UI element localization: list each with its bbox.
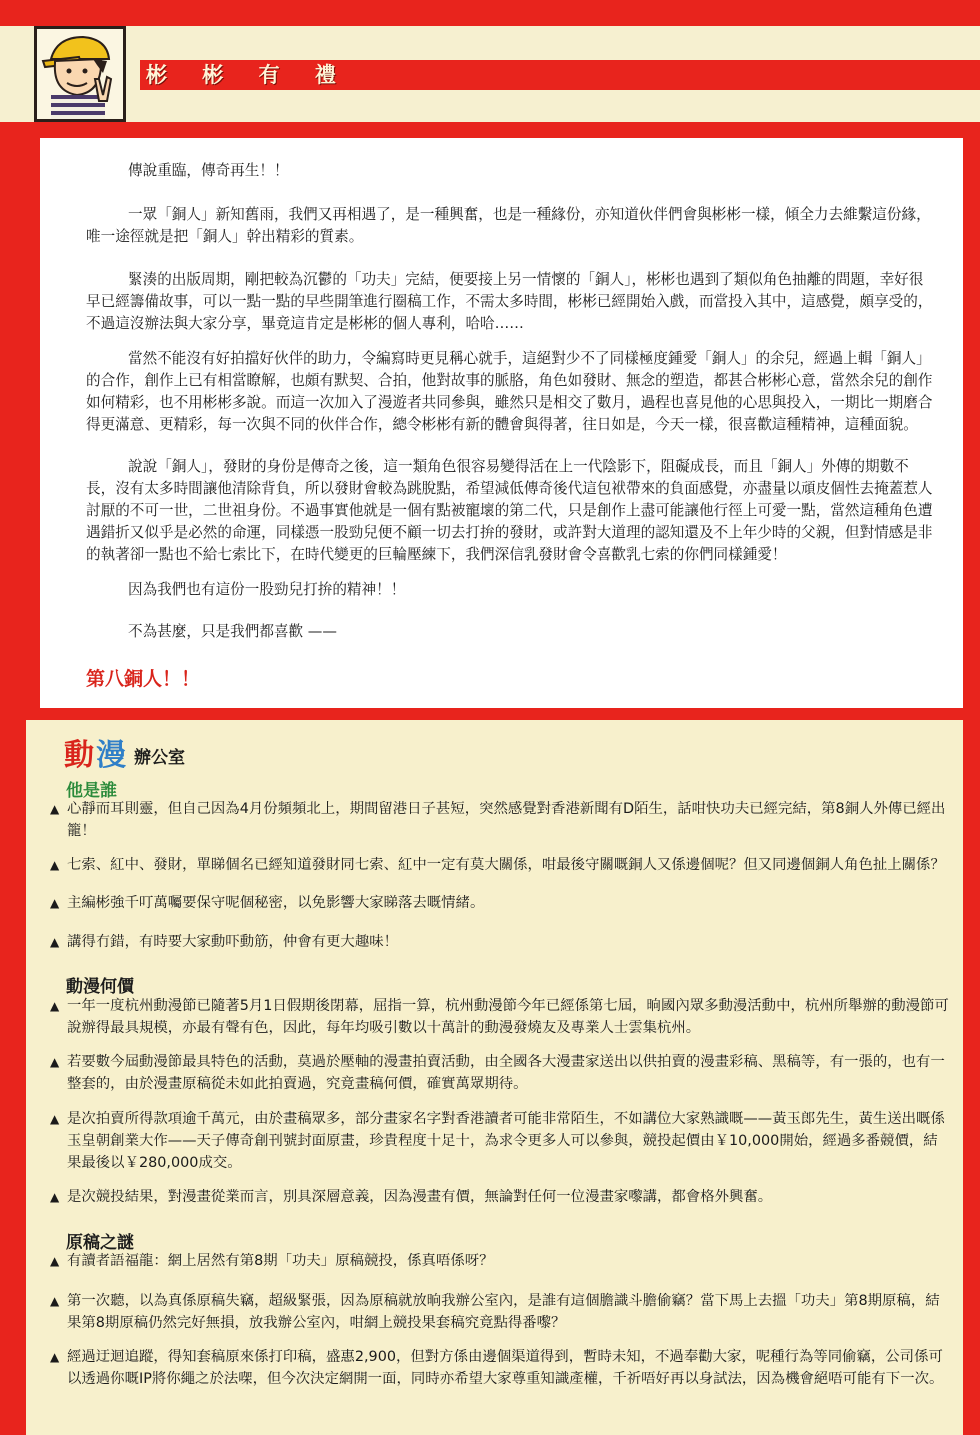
avatar [34, 26, 126, 122]
anime-office-panel [26, 720, 963, 1435]
triangle-bullet-icon: ▲ [50, 1112, 60, 1126]
triangle-bullet-icon: ▲ [50, 802, 60, 816]
triangle-bullet-icon: ▲ [50, 858, 60, 872]
triangle-bullet-icon: ▲ [50, 896, 60, 910]
list-item: ▲ 有讀者語福龍：網上居然有第8期「功夫」原稿競投，係真唔係呀？ [50, 1250, 950, 1272]
editorial-paragraph-1: 傳說重臨，傳奇再生！！ [128, 162, 289, 179]
list-item: ▲ 講得冇錯，有時要大家動吓動筋，仲會有更大趣味！ [50, 931, 950, 953]
section-title-price: 動漫何價 [66, 977, 134, 997]
editorial-paragraph-7: 不為甚麼，只是我們都喜歡 —— [128, 623, 337, 640]
logo-char-2: 漫 [96, 738, 126, 773]
editorial-paragraph-4: 當然不能沒有好拍擋好伙伴的助力，令編寫時更見稱心就手，這絕對少不了同樣極度鍾愛「銅人」的余兒，經過上輯「銅人」的合作，創作上已有相當瞭解，也頗有默契、合拍，他對故事的脈胳，角色如發財、無念的塑造，都甚合彬彬心意，當然余兒的創作如何精彩，也不用彬彬多說。而這一次加入了漫遊者共同參與，雖然只是相交了數月，過程也喜見他的心思與投入，一期比一期磨合得更滿意、更精彩，每一次與不同的伙伴合作，總令彬彬有新的體會與得著，往日如是，今天一樣，很喜歡這種精神，這種面貌。 [86, 350, 933, 433]
editorial-panel [40, 138, 963, 708]
page-title: 彬 彬 有 禮 [146, 63, 350, 87]
list-item: ▲ 第一次聽，以為真係原稿失竊，超級緊張，因為原稿就放晌我辦公室內，是誰有這個膽識斗膽偷竊？當下馬上去搵「功夫」第8期原稿，結果第8期原稿仍然完好無損，放我辦公室內，咁網上競投果套稿究竟點得番嚟？ [50, 1290, 950, 1334]
office-logo [64, 728, 185, 774]
list-item: ▲ 經過迂迴追蹤，得知套稿原來係打印稿，盛惠2,900，但對方係由邊個渠道得到，暫時未知，不過奉勸大家，呢種行為等同偷竊，公司係可以透過你嘅IP將你繩之於法㗎，但今次決定網開一面，同時亦希望大家尊重知識產權，千祈唔好再以身試法，因為機會絕唔可能有下一次。 [50, 1346, 950, 1390]
triangle-bullet-icon: ▲ [50, 1254, 60, 1268]
section-title-mystery: 原稿之謎 [66, 1233, 134, 1253]
list-item: ▲ 主編彬強千叮萬囑要保守呢個秘密，以免影響大家睇落去嘅情緒。 [50, 892, 950, 914]
logo-small-text: 辦公室 [134, 748, 185, 768]
list-item: ▲ 心靜而耳則靈，但自己因為4月份頻頻北上，期間留港日子甚短，突然感覺對香港新聞有D陌生，話咁快功夫已經完結，第8銅人外傳已經出籠！ [50, 798, 950, 842]
editorial-paragraph-6: 因為我們也有這份一股勁兒打拚的精神！！ [128, 581, 406, 598]
editorial-paragraph-3: 緊湊的出版周期，剛把較為沉鬱的「功夫」完結，便要接上另一情懷的「銅人」，彬彬也遇到了類似角色抽離的問題，幸好很早已經籌備故事，可以一點一點的早些開筆進行圈稿工作，不需太多時間，彬彬已經開始入戲，而當投入其中，這感覺，頗享受的，不過這沒辦法與大家分享，畢竟這肯定是彬彬的個人專利，哈哈…… [86, 271, 933, 332]
cartoon-boy-v-sign-icon [37, 29, 123, 119]
list-item: ▲ 是次拍賣所得款項逾千萬元，由於畫稿眾多，部分畫家名字對香港讀者可能非常陌生，不如講位大家熟識嘅——黃玉郎先生，黃生送出嘅係玉皇朝創業大作——天子傳奇創刊號封面原畫，珍貴程度十足十，為求令更多人可以參與，競投起價由￥10,000開始，經過多番競價，結果最後以￥280,000成交。 [50, 1108, 950, 1174]
section-title-who: 他是誰 [66, 781, 117, 801]
finale-heading: 第八銅人！！ [86, 668, 201, 690]
triangle-bullet-icon: ▲ [50, 999, 60, 1013]
triangle-bullet-icon: ▲ [50, 935, 60, 949]
list-item: ▲ 七索、紅中、發財，單睇個名已經知道發財同七索、紅中一定有莫大關係，咁最後守關嘅銅人又係邊個呢？但又同邊個銅人角色扯上關係？ [50, 854, 950, 876]
list-item: ▲ 是次競投結果，對漫畫從業而言，別具深層意義，因為漫畫有價，無論對任何一位漫畫家嚟講，都會格外興奮。 [50, 1186, 950, 1208]
triangle-bullet-icon: ▲ [50, 1190, 60, 1204]
triangle-bullet-icon: ▲ [50, 1350, 60, 1364]
list-item: ▲ 若要數今屆動漫節最具特色的活動，莫過於壓軸的漫畫拍賣活動，由全國各大漫畫家送出以供拍賣的漫畫彩稿、黑稿等，有一張的，也有一整套的，由於漫畫原稿從未如此拍賣過，究竟畫稿何價，確實萬眾期待。 [50, 1051, 950, 1095]
triangle-bullet-icon: ▲ [50, 1055, 60, 1069]
editorial-paragraph-5: 說說「銅人」，發財的身份是傳奇之後，這一類角色很容易變得活在上一代陰影下，阻礙成長，而且「銅人」外傳的期數不長，沒有太多時間讓他清除背負，所以發財會較為跳脫點，希望減低傳奇後代這包袱帶來的負面感覺，亦盡量以頑皮個性去掩蓋惹人討厭的不可一世，二世祖身份。不過事實他就是一個有點被寵壞的第二代，只是創作上盡可能讓他行徑上可愛一點，當然這種角色遭遇錯折又似乎是必然的命運，同樣憑一股勁兒便不顧一切去打拚的發財，或許對大道理的認知還及不上年少時的父親，但對情感是非的執著卻一點也不給七索比下，在時代變更的巨輪壓練下，我們深信乳發財會令喜歡乳七索的你們同樣鍾愛！ [86, 458, 933, 563]
editorial-paragraph-2: 一眾「銅人」新知舊雨，我們又再相遇了，是一種興奮，也是一種緣份，亦知道伙伴們會與彬彬一樣，傾全力去維繫這份緣，唯一途徑就是把「銅人」幹出精彩的質素。 [86, 206, 931, 245]
triangle-bullet-icon: ▲ [50, 1294, 60, 1308]
logo-char-1: 動 [64, 738, 94, 773]
list-item: ▲ 一年一度杭州動漫節已隨著5月1日假期後閉幕，屈指一算，杭州動漫節今年已經係第七屆，晌國內眾多動漫活動中，杭州所舉辦的動漫節可說辦得最具規模，亦最有聲有色，因此，每年均吸引數以十萬計的動漫發燒友及專業人士雲集杭州。 [50, 995, 950, 1039]
header-bar [0, 0, 980, 128]
